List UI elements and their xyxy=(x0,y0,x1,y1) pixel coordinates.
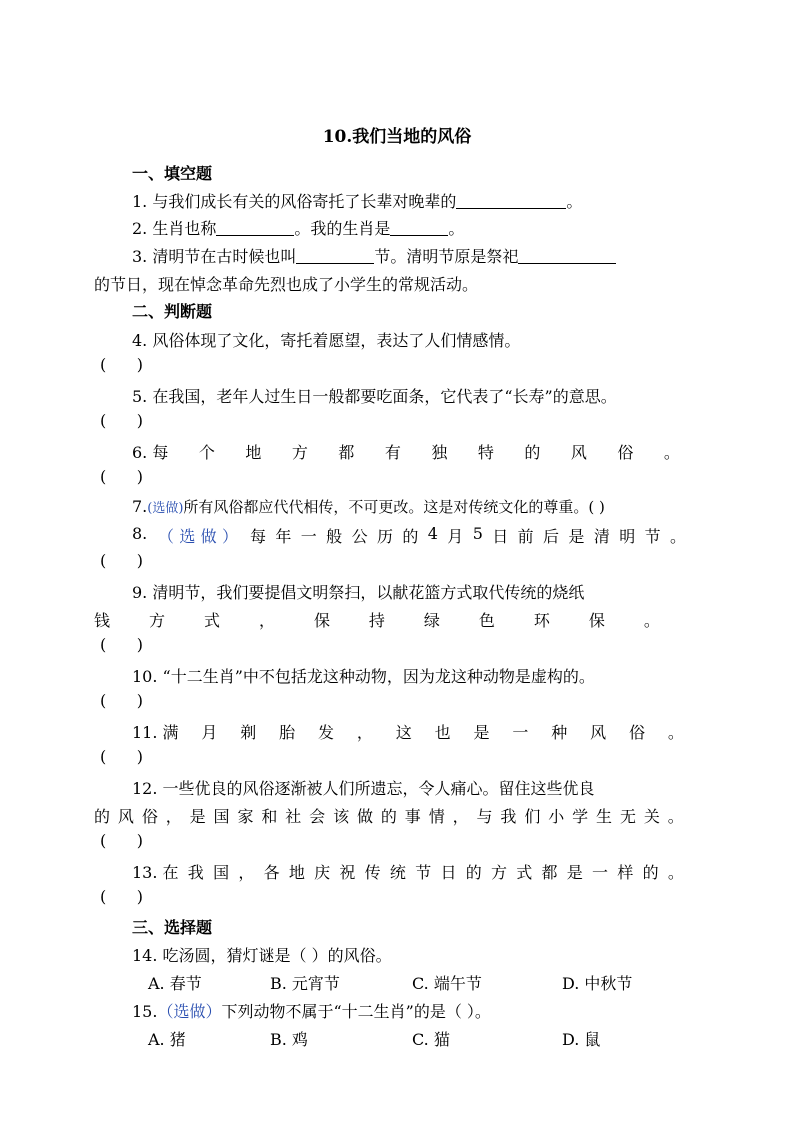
text-token: 。 xyxy=(669,527,686,546)
text-token: 都 xyxy=(541,863,558,882)
text-token: 的 xyxy=(465,863,482,882)
text-token: 式 xyxy=(516,863,533,882)
text-token: 都 xyxy=(338,443,355,462)
text-token: 月 xyxy=(447,527,464,546)
text-token: 风 xyxy=(590,723,607,742)
text-token: ， xyxy=(165,807,182,826)
text-token: 家 xyxy=(237,807,254,826)
text-token: 的 xyxy=(94,807,111,826)
text-token: 保 xyxy=(313,611,330,630)
text-token: 种 xyxy=(551,723,568,742)
question-8-text xyxy=(250,524,686,547)
text-token: 剃 xyxy=(240,723,257,742)
text-token: 俗 xyxy=(629,723,646,742)
option-c[interactable]: C. 猫 xyxy=(412,1030,450,1049)
text-token: 是 xyxy=(568,527,585,546)
answer-paren[interactable]: ( ) xyxy=(100,551,143,570)
text-token: 色 xyxy=(478,611,495,630)
optional-tag: （ 选 做 ） xyxy=(158,527,238,546)
text-token: 一 xyxy=(512,723,529,742)
text-token: 与 xyxy=(476,807,493,826)
text-token: 地 xyxy=(245,443,262,462)
text-token: 一 xyxy=(592,863,609,882)
text-token: ， xyxy=(452,807,469,826)
text-token: 俗 xyxy=(141,807,158,826)
text-token: 方 xyxy=(148,611,165,630)
text-token: 。 xyxy=(667,723,684,742)
text-token: 小 xyxy=(548,807,565,826)
text-token: 年 xyxy=(275,527,292,546)
text-token: 5 xyxy=(472,524,483,543)
text-token: 事 xyxy=(404,807,421,826)
text-token: 的 xyxy=(642,863,659,882)
answer-paren[interactable]: ( ) xyxy=(100,887,143,906)
answer-paren[interactable]: ( ) xyxy=(100,831,143,850)
option-d[interactable]: D. 鼠 xyxy=(562,1030,601,1049)
text-token: 环 xyxy=(533,611,550,630)
text-token: 这 xyxy=(395,723,412,742)
text-token: 是 xyxy=(473,723,490,742)
text-token: 学 xyxy=(572,807,589,826)
answer-paren[interactable]: ( ) xyxy=(100,691,143,710)
question-3-cont: 的节日，现在悼念革命先烈也成了小学生的常规活动。 xyxy=(94,275,479,294)
text-token: 的 xyxy=(402,527,419,546)
page-title: 10.我们当地的风俗 xyxy=(322,127,472,147)
text-token: 祝 xyxy=(339,863,356,882)
text-token: 会 xyxy=(309,807,326,826)
text-token: 11. 满 xyxy=(132,723,179,742)
section-fill-in: 一、填空题 xyxy=(132,164,213,183)
answer-paren[interactable]: ( ) xyxy=(100,411,143,430)
text-token: 社 xyxy=(285,807,302,826)
question-1: 1. 与我们成长有关的风俗寄托了长辈对晚辈的 。 xyxy=(132,192,583,211)
text-token: 每 xyxy=(250,527,267,546)
text-token: 明 xyxy=(619,527,636,546)
text-token: 6. 每 xyxy=(132,443,169,462)
text-token: 样 xyxy=(617,863,634,882)
option-b[interactable]: B. 鸡 xyxy=(270,1030,308,1049)
text-token: 钱 xyxy=(94,611,111,630)
question-2: 2. 生肖也称 。我的生肖是 。 xyxy=(132,219,465,238)
text-token: 后 xyxy=(543,527,560,546)
question-9: 9. 清明节，我们要提倡文明祭扫，以献花篮方式取代传统的烧纸 xyxy=(132,583,585,602)
text-token: 13. 在 xyxy=(132,863,179,882)
text-token: 绿 xyxy=(423,611,440,630)
section-multiple-choice: 三、选择题 xyxy=(132,918,213,937)
text-token: 风 xyxy=(117,807,134,826)
text-token: 发 xyxy=(318,723,335,742)
answer-paren[interactable]: ( ) xyxy=(100,635,143,654)
optional-tag: (选做) xyxy=(147,501,184,516)
text-token: 也 xyxy=(434,723,451,742)
text-token: 各 xyxy=(263,863,280,882)
answer-paren[interactable]: ( ) xyxy=(100,747,143,766)
text-token: 个 xyxy=(198,443,215,462)
text-token: 4 xyxy=(427,524,438,543)
text-token: 特 xyxy=(477,443,494,462)
text-token: 生 xyxy=(596,807,613,826)
text-token: 的 xyxy=(524,443,541,462)
text-token: 和 xyxy=(261,807,278,826)
text-token: 情 xyxy=(428,807,445,826)
text-token: 清 xyxy=(593,527,610,546)
option-c[interactable]: C. 端午节 xyxy=(412,974,482,993)
text-token: 。 xyxy=(667,863,684,882)
text-token: 我 xyxy=(187,863,204,882)
text-token: 有 xyxy=(384,443,401,462)
text-token: 我 xyxy=(500,807,517,826)
text-token: ， xyxy=(356,723,373,742)
text-token: 国 xyxy=(213,807,230,826)
question-12: 12. 一些优良的风俗逐渐被人们所遗忘，令人痛心。留住这些优良 xyxy=(132,779,595,798)
text-token: 传 xyxy=(364,863,381,882)
text-token: 历 xyxy=(376,527,393,546)
answer-blank[interactable] xyxy=(518,247,616,264)
text-token: 们 xyxy=(524,807,541,826)
question-10: 10. “十二生肖”中不包括龙这种动物，因为龙这种动物是虚构的。 xyxy=(132,667,595,686)
text-token: 的 xyxy=(380,807,397,826)
text-token: 该 xyxy=(333,807,350,826)
text-token: 无 xyxy=(619,807,636,826)
text-token: 。 xyxy=(667,807,684,826)
text-token: 前 xyxy=(517,527,534,546)
text-token: 做 xyxy=(356,807,373,826)
question-7: 7.(选做)所有风俗都应代代相传，不可更改。这是对传统文化的尊重。( ) xyxy=(132,497,605,516)
option-a[interactable]: A. 猪 xyxy=(148,1030,186,1049)
answer-blank[interactable] xyxy=(216,219,294,236)
text-token: 一 xyxy=(300,527,317,546)
text-token: 是 xyxy=(566,863,583,882)
text-token: 日 xyxy=(440,863,457,882)
text-token: 日 xyxy=(492,527,509,546)
optional-tag: （选做） xyxy=(157,1002,222,1021)
question-12-cont xyxy=(94,804,684,827)
text-token: 保 xyxy=(588,611,605,630)
text-token: 胎 xyxy=(279,723,296,742)
question-3: 3. 清明节在古时候也叫 节。清明节原是祭祀 xyxy=(132,244,616,267)
question-8: 8. xyxy=(132,524,148,543)
text-token: 方 xyxy=(291,443,308,462)
question-15: 15.（选做）下列动物不属于“十二生肖”的是（ ）。 xyxy=(132,1002,491,1021)
answer-paren[interactable]: ( ) xyxy=(100,467,143,486)
question-14: 14. 吃汤圆，猜灯谜是（ ）的风俗。 xyxy=(132,946,392,965)
text-token: 关 xyxy=(643,807,660,826)
text-token: 式 xyxy=(203,611,220,630)
text-token: 节 xyxy=(415,863,432,882)
section-true-false: 二、判断题 xyxy=(132,302,213,321)
text-token: 持 xyxy=(368,611,385,630)
question-13 xyxy=(132,860,684,883)
option-d[interactable]: D. 中秋节 xyxy=(562,974,633,993)
answer-blank[interactable] xyxy=(390,219,448,236)
option-a[interactable]: A. 春节 xyxy=(148,974,202,993)
text-token: 节 xyxy=(644,527,661,546)
text-token: 是 xyxy=(189,807,206,826)
text-token: 国 xyxy=(213,863,230,882)
text-token: ， xyxy=(238,863,255,882)
text-token: 庆 xyxy=(314,863,331,882)
text-token: 风 xyxy=(570,443,587,462)
text-token: 统 xyxy=(389,863,406,882)
question-9-cont xyxy=(94,608,660,631)
question-6 xyxy=(132,440,680,463)
text-token: 。 xyxy=(663,443,680,462)
text-token: ， xyxy=(258,611,275,630)
question-5: 5. 在我国，老年人过生日一般都要吃面条，它代表了“长寿”的意思。 xyxy=(132,387,617,406)
answer-paren[interactable]: ( ) xyxy=(100,355,143,374)
option-b[interactable]: B. 元宵节 xyxy=(270,974,340,993)
text-token: 独 xyxy=(431,443,448,462)
text-token: 俗 xyxy=(617,443,634,462)
text-token: 。 xyxy=(643,611,660,630)
text-token: 般 xyxy=(326,527,343,546)
answer-blank[interactable] xyxy=(296,247,374,264)
text-token: 公 xyxy=(351,527,368,546)
answer-blank[interactable] xyxy=(456,192,566,209)
text-token: 月 xyxy=(201,723,218,742)
question-11 xyxy=(132,720,684,743)
text-token: 方 xyxy=(490,863,507,882)
text-token: 地 xyxy=(288,863,305,882)
question-4: 4. 风俗体现了文化，寄托着愿望，表达了人们情感情。 xyxy=(132,331,521,350)
